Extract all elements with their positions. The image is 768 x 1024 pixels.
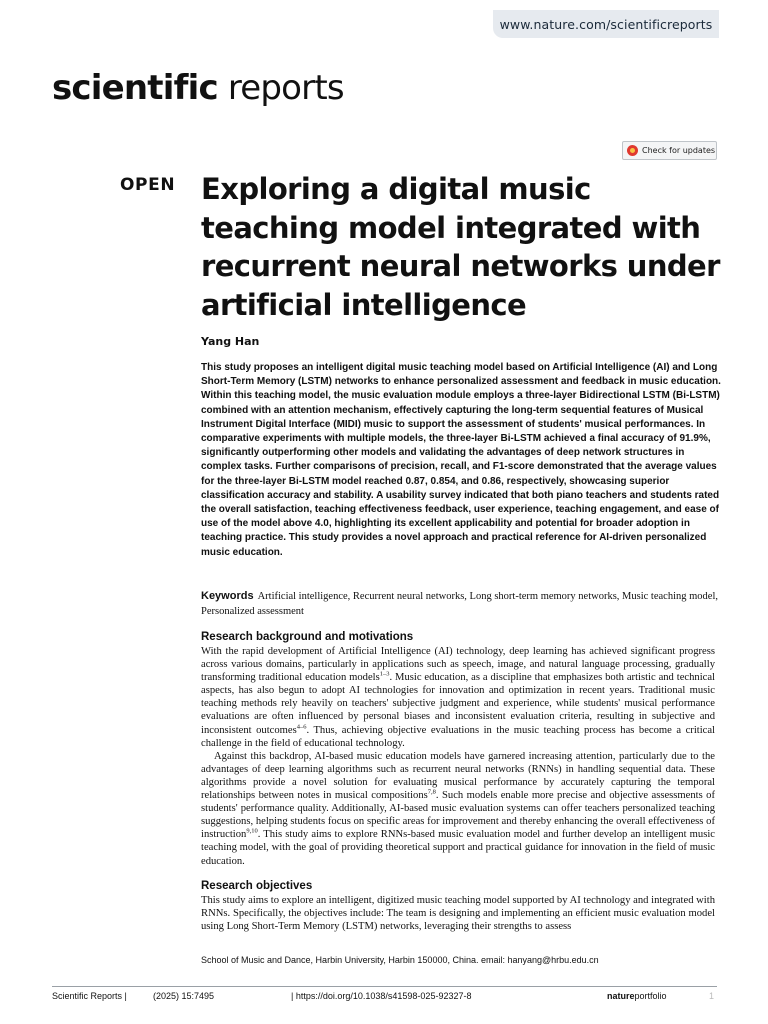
paragraph-text: . This study aims to explore RNNs-based music evaluation model and further develop an intelligent music teaching model, with the goal of providing theoretical support and practical guidance for innovation in the field of music education. [201, 829, 715, 867]
paragraph-text: Against this backdrop, AI-based music education models have garnered increasing attention, particularly due to the advantages of deep learning algorithms such as recurrent neural networks (RNNs) in handling sequential data. These algorithms provide a novel solution for evaluating musical performance by accurately capturing the temporal relationships between notes in musical compositions [201, 750, 715, 802]
section-heading-objectives: Research objectives [201, 880, 313, 892]
author-affiliation: School of Music and Dance, Harbin University, Harbin 150000, China. email: hanyang@hrbu.edu.cn [201, 955, 599, 965]
check-for-updates-label: Check for updates [642, 146, 716, 155]
footer-doi-link[interactable]: | https://doi.org/10.1038/s41598-025-92327-8 [291, 991, 472, 1001]
footer-journal: Scientific Reports | [52, 991, 127, 1001]
paragraph-text: . Such models enable more precise and objective assessments of students' performance quality. Additionally, AI-based music evaluation systems can offer teachers personalized teaching suggestions, helping students focus on specific areas for improvement and thereby enhancing the overall effectiveness of instruction [201, 790, 716, 841]
publisher-logo-light: portfolio [634, 991, 667, 1001]
section-body-background [201, 645, 715, 868]
citation-link[interactable]: 7,8 [427, 788, 436, 796]
publisher-logo [607, 991, 667, 1001]
citation-link[interactable]: 1–3 [379, 670, 390, 678]
abstract: This study proposes an intelligent digital music teaching model based on Artificial Intelligence (AI) and Long Short-Term Memory (LSTM) networks to enhance personalized assessment and feedback in music education. Within this teaching model, the music evaluation module employs a three-layer Bidirectional LSTM (Bi-LSTM) combined with an attention mechanism, effectively capturing the long-term sequential features of Musical Instrument Digital Interface (MIDI) music to support the assessment of students' musical performances. In comparative experiments with multiple models, the three-layer Bi-LSTM achieved a final accuracy of 91.9%, significantly outperforming other models and validating the advantages of deep network structures in complex tasks. Further comparisons of precision, recall, and F1-score demonstrated that the average values for the three-layer Bi-LSTM model reached 0.87, 0.854, and 0.86, respectively, showcasing superior classification accuracy and stability. A usability survey indicated that both piano teachers and students rated the overall satisfaction, teaching effectiveness feedback, user experience, teaching engagement, and ease of use of the model above 4.0, highlighting its excellent applicability and potential for broader adoption in teaching practice. This study provides a novel approach and practical reference for AI-driven personalized music education. [201, 362, 721, 558]
section-heading-background: Research background and motivations [201, 631, 414, 643]
publisher-logo-bold: nature [607, 991, 635, 1001]
paragraph [201, 750, 715, 868]
paragraph: This study aims to explore an intelligent, digitized music teaching model supported by AI technology and integrated with RNNs. Specifically, the objectives include: The team is designing and implementing an efficient music evaluation model using Long Short-Term Memory (LSTM) networks, leveraging their strengths to assess [201, 895, 715, 933]
journal-logo [52, 68, 344, 108]
keywords-label: Keywords [201, 590, 254, 602]
section-body-objectives [201, 894, 715, 933]
author-name[interactable]: Yang Han [201, 335, 260, 348]
top-strip [0, 0, 768, 10]
paragraph [201, 645, 715, 750]
page-number: 1 [709, 991, 715, 1001]
article-title: Exploring a digital music teaching model integrated with recurrent neural networks under artificial intelligence [201, 172, 720, 322]
footer-divider [52, 986, 717, 987]
footer-volume: (2025) 15:7495 [153, 991, 215, 1001]
journal-logo-light: reports [217, 68, 344, 108]
citation-link[interactable]: 9,10 [246, 827, 258, 835]
crossmark-icon [627, 145, 638, 156]
citation-link[interactable]: 4–6 [296, 723, 307, 731]
keywords-list: Artificial intelligence, Recurrent neural networks, Long short-term memory networks, Music teaching model, Personalized assessment [201, 591, 718, 617]
check-for-updates-button[interactable] [622, 141, 717, 160]
journal-url[interactable]: www.nature.com/scientificreports [493, 10, 719, 38]
open-access-label: OPEN [120, 175, 176, 195]
paragraph-text: . Music education, as a discipline that emphasizes both artistic and technical aspects, has also begun to adopt AI technologies for innovation and optimization in recent years. Traditional music teaching methods rely heavily on teachers' subjective judgment and experience, while students' musical performance evaluations are often influenced by personal biases and inconsistent evaluation criteria, resulting in subjective and inconsistent outcomes [201, 672, 715, 736]
journal-logo-bold: scientific [52, 68, 218, 108]
paragraph-text: With the rapid development of Artificial Intelligence (AI) technology, deep learning has achieved significant progress across various domains, particularly in applications such as speech, image, and natural language processing, gradually transforming traditional education models [201, 646, 715, 684]
keywords [201, 589, 721, 619]
paragraph-text: . Thus, achieving objective evaluations in the music teaching process has become a critical challenge in the field of educational technology. [201, 724, 716, 749]
